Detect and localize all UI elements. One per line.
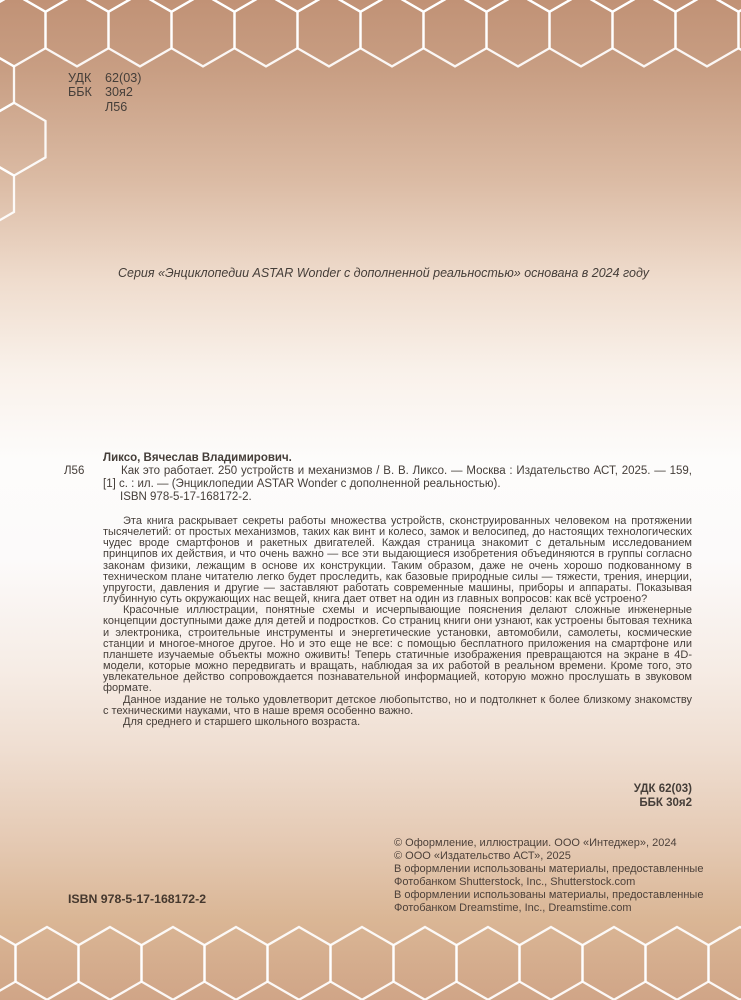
copyright-line-4: Фотобанком Shutterstock, Inc., Shutterstock.com xyxy=(394,875,636,888)
bib-isbn: ISBN 978-5-17-168172-2. xyxy=(120,491,252,503)
annotation-paragraph-3: Данное издание не только удовлетворит детское любопытство, но и подтолкнет к более близкому знакомству с техническими науками, что в наше время особенно важно. xyxy=(103,693,692,717)
copyright-line-6: Фотобанком Dreamstime, Inc., Dreamstime.com xyxy=(394,901,632,914)
bbk-bottom: ББК 30я2 xyxy=(639,797,692,809)
copyright-line-2: © ООО «Издательство АСТ», 2025 xyxy=(394,849,571,862)
author-code-value: Л56 xyxy=(105,99,128,114)
annotation-paragraph-4: Для среднего и старшего школьного возраста. xyxy=(123,715,361,728)
udk-label: УДК xyxy=(68,71,92,85)
hexagon-pattern-bottom xyxy=(0,925,741,1000)
isbn-footer: ISBN 978-5-17-168172-2 xyxy=(68,892,207,906)
annotation-paragraph-2: Красочные иллюстрации, понятные схемы и исчерпывающие пояснения делают сложные инженерные концепции доступными даже для детей и подростков. Со страниц книги они узнают, как устроены бытовая техника и электроника, строительные инструменты и энергетические установки, автомобили, самолеты, космические станции и многое-многое другое. Но и это еще не все: с помощью бесплатного приложения на смартфоне или планшете изучаемые объекты можно оживить! Теперь статичные изображения превращаются на экране в 4D-модели, которые можно передвигать и вращать, наблюдая за их работой в реальном времени. Кроме того, это увлекательное действо сопровождается познавательной информацией, которую можно прослушать в звуковом формате. xyxy=(103,604,692,695)
bib-author-heading: Ликсо, Вячеслав Владимирович. xyxy=(103,452,292,464)
bib-entry: Как это работает. 250 устройств и механизмов / В. В. Ликсо. — Москва : Издательство АСТ, 2025. — 159, [1] с. : ил. — (Энциклопедии ASTAR Wonder с дополненной реальностью). xyxy=(103,465,692,490)
copyright-line-3: В оформлении использованы материалы, предоставленные xyxy=(394,862,704,875)
series-note: Серия «Энциклопедии ASTAR Wonder с дополненной реальностью» основана в 2024 году xyxy=(117,266,650,280)
bbk-value: 30я2 xyxy=(105,85,133,100)
copyright-block xyxy=(394,837,703,914)
udk-row xyxy=(68,71,141,85)
annotation-block xyxy=(103,516,692,728)
bib-author-code: Л56 xyxy=(64,465,85,477)
author-code-row xyxy=(68,100,141,114)
annotation-paragraph-1: Эта книга раскрывает секреты работы множества устройств, сконструированных человеком на протяжении тысячелетий: от простых механизмов, таких как винт и колесо, замок и велосипед, до настоящих технологических чудес вроде смартфонов и ракетных двигателей. Каждая страница знакомит с детальным исследованием принципов их действия, и что очень важно — все эти выдающиеся изобретения объединяются в группы согласно законам физики, лежащим в основе их конструкции. Таким образом, даже не очень хорошо подкованному в техническом плане читателю легко будет проследить, как базовые природные силы — тяжести, трения, инерции, упругости, давления и другие — заставляют работать современные машины, приборы и аппараты. Показывая глубинную суть окружающих нас вещей, книга дает ответ на один из главных вопросов: как всё устроено? xyxy=(103,515,692,606)
classification-codes-bottom xyxy=(634,782,692,810)
copyright-line-5: В оформлении использованы материалы, предоставленные xyxy=(394,888,704,901)
classification-codes-top xyxy=(68,71,141,114)
bbk-label: ББК xyxy=(68,85,92,100)
udk-bottom: УДК 62(03) xyxy=(633,783,692,795)
copyright-line-1: © Оформление, иллюстрации. ООО «Интеджер», 2024 xyxy=(394,837,677,849)
udk-value: 62(03) xyxy=(105,71,142,85)
bibliographic-record xyxy=(64,452,692,504)
hexagon-pattern-top xyxy=(0,0,741,240)
bbk-row xyxy=(68,85,141,99)
